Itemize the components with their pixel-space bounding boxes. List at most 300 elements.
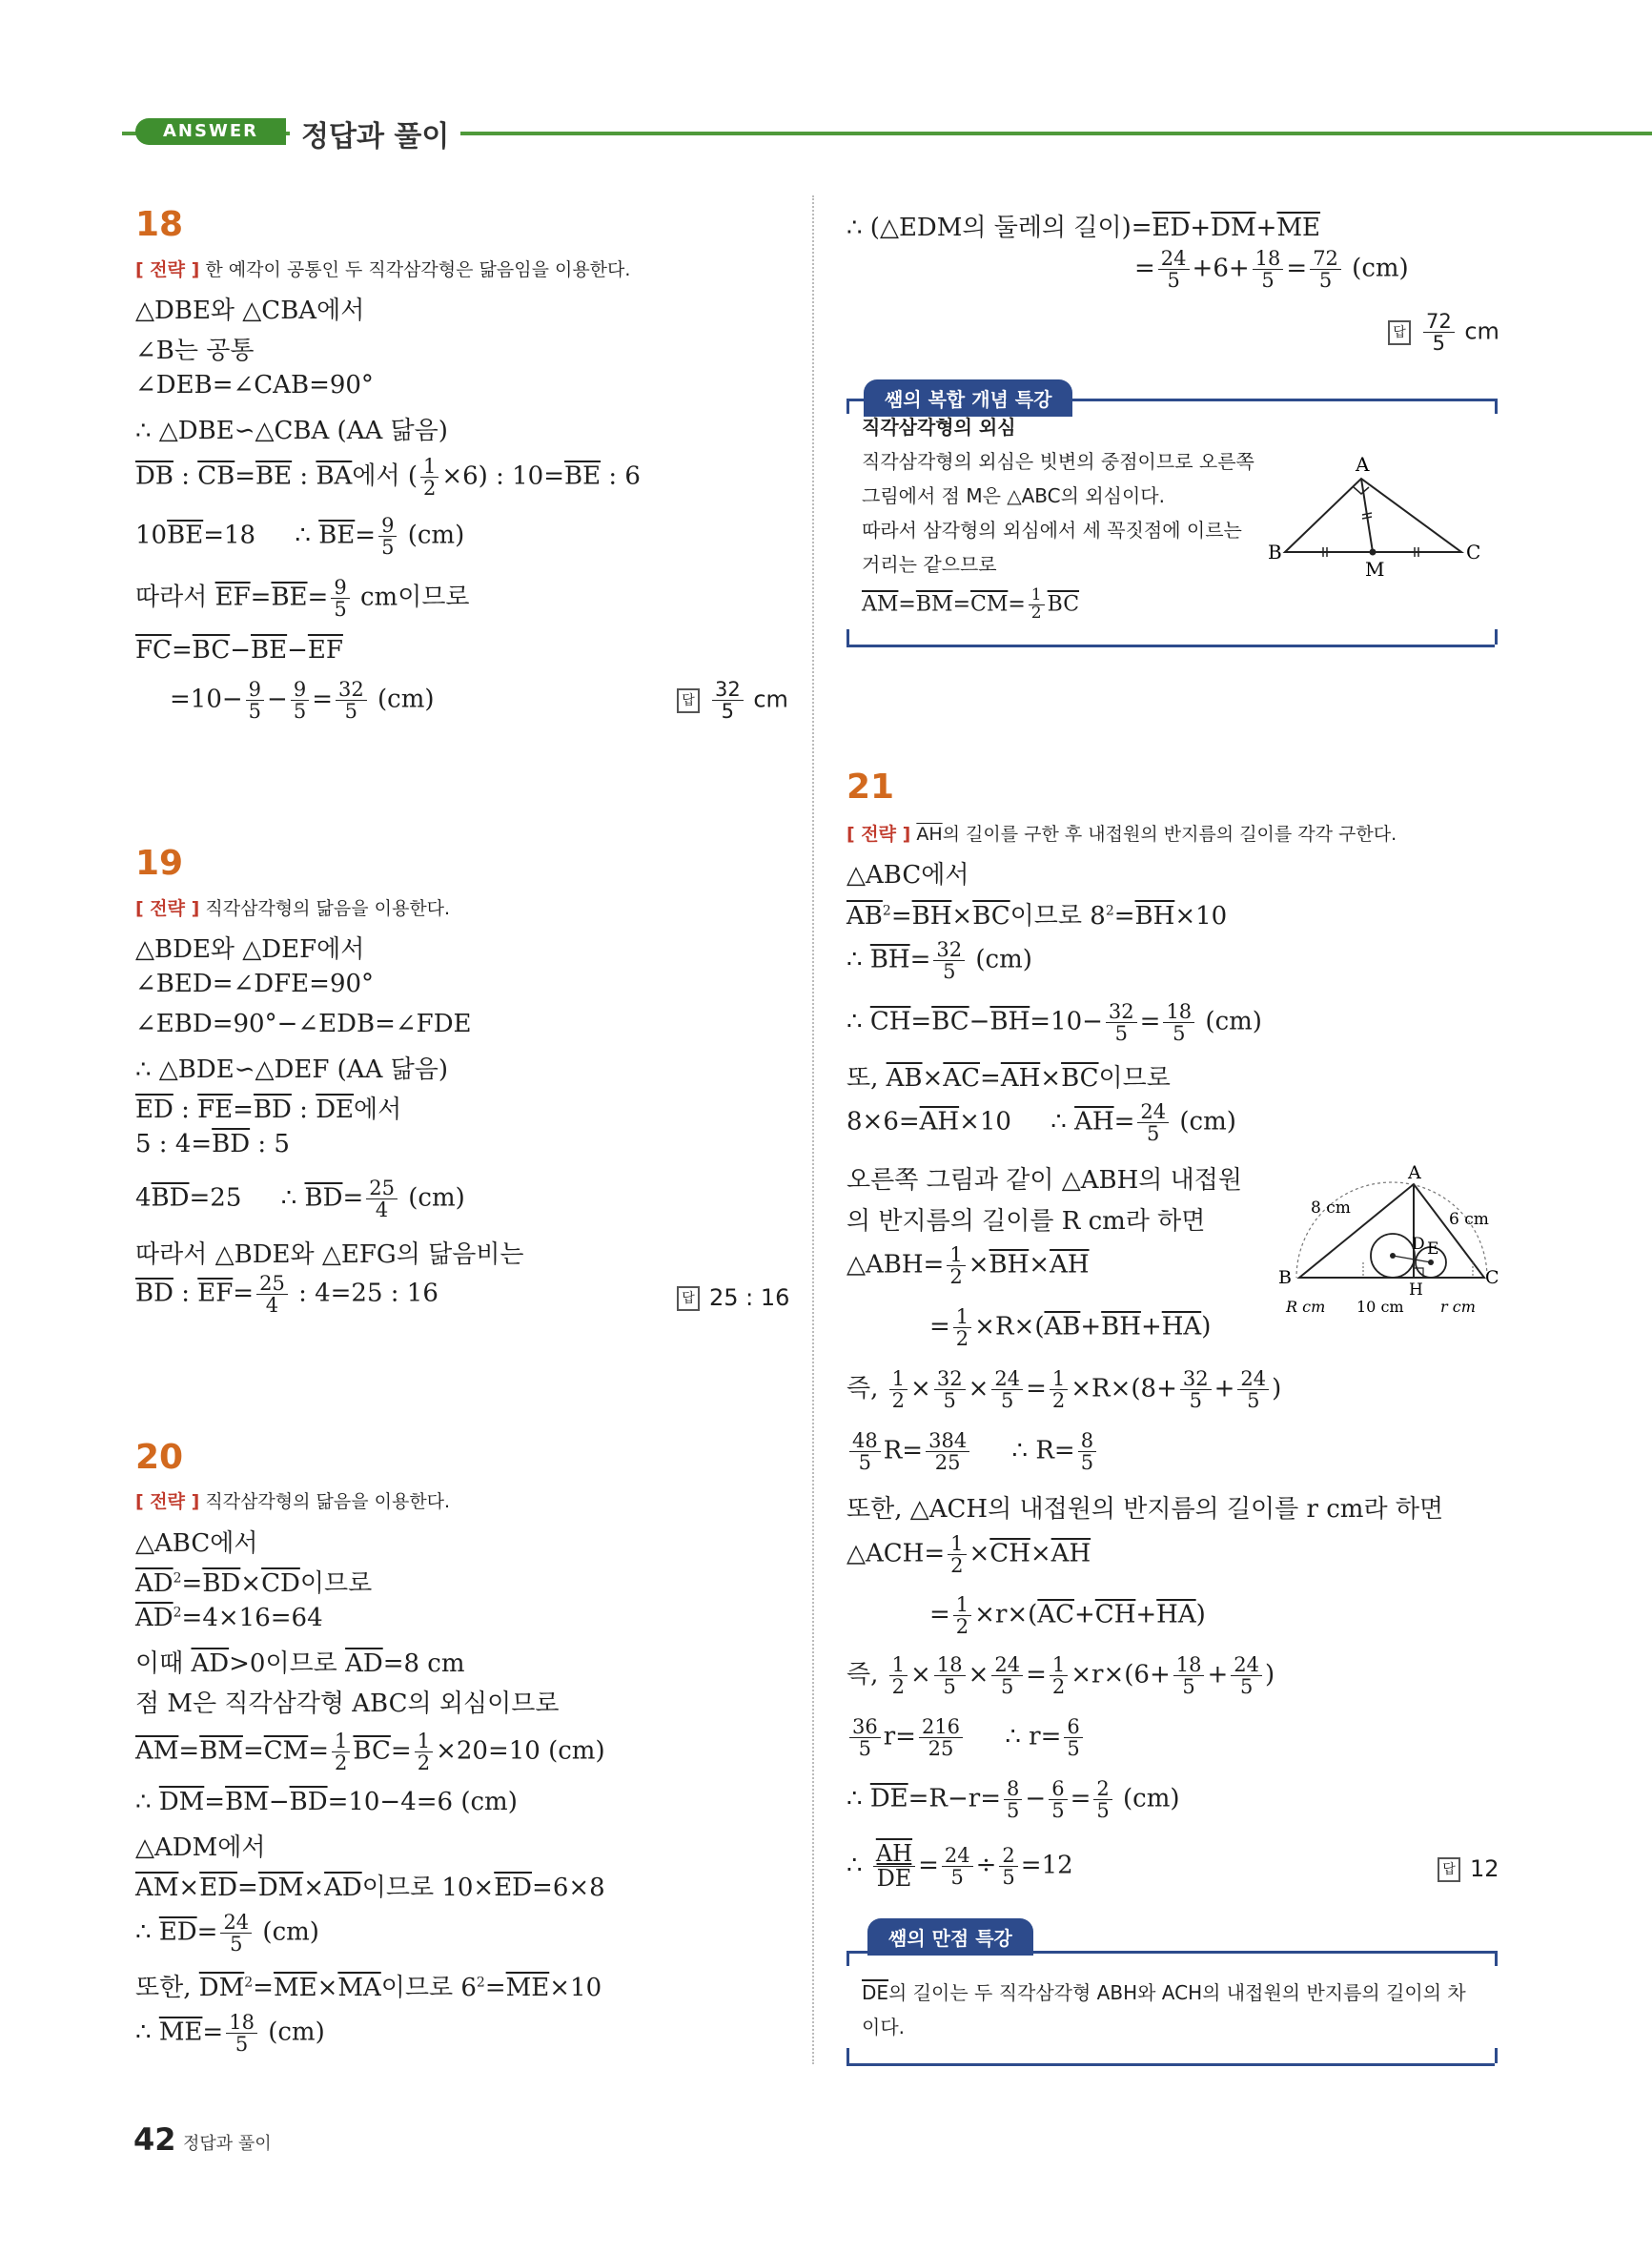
label-r-small: r cm: [1440, 1298, 1476, 1316]
text: =: [1026, 1660, 1047, 1690]
text: =: [980, 1064, 1001, 1093]
text: ×: [240, 1569, 262, 1598]
solution-line: [846, 1430, 1099, 1473]
fraction: $\frac{25}{4}$: [256, 1273, 288, 1316]
text: ∴: [846, 1007, 870, 1036]
solution-line: ∠DEB=∠CAB=90°: [135, 371, 374, 399]
triangle-abc: [1285, 479, 1461, 552]
segment: $\overline{BC}$: [1061, 1064, 1099, 1093]
label-c: C: [1485, 1267, 1499, 1288]
text: 10: [135, 521, 168, 550]
answer-badge: ANSWER: [135, 118, 286, 145]
label-10cm: 10 cm: [1356, 1298, 1404, 1316]
text: =: [910, 1007, 932, 1036]
solution-line: [135, 1644, 465, 1679]
exponent: 2: [1105, 903, 1114, 919]
segment: $\overline{BH}$: [1101, 1312, 1141, 1342]
text: △ACH=: [846, 1539, 946, 1568]
text: =: [929, 1600, 950, 1629]
segment: $\overline{DE}$: [869, 1784, 908, 1813]
solution-line: [1134, 248, 1409, 291]
text: R=: [883, 1436, 924, 1465]
segment: $\overline{AM}$: [862, 592, 899, 617]
segment: $\overline{BH}$: [989, 1250, 1030, 1280]
label-6cm: 6 cm: [1449, 1210, 1489, 1229]
answer-mark-icon: 답: [1388, 320, 1411, 345]
point-m: [1370, 549, 1377, 556]
label-d: D: [1412, 1235, 1425, 1254]
text: −: [230, 636, 252, 665]
text: −: [268, 1788, 290, 1816]
text: =: [178, 1736, 200, 1766]
solution-line: [135, 1273, 438, 1316]
label-b: B: [1268, 541, 1282, 563]
solution-line: [135, 1968, 602, 2003]
fraction: $\frac{24}{5}$: [1237, 1368, 1269, 1411]
answer: [1388, 311, 1499, 354]
box-text: 이다.: [862, 2016, 905, 2038]
text: 에서 (: [352, 461, 418, 491]
strategy-tag: [ 전략 ]: [135, 259, 200, 280]
answer-mark-icon: 답: [677, 1286, 700, 1311]
solution-line: 오른쪽 그림과 같이 △ABH의 내접원: [846, 1166, 1243, 1195]
text: =: [1139, 1007, 1161, 1036]
fraction: $\frac{\overline{AH}}{DE}$: [873, 1842, 915, 1891]
text: =10−: [1030, 1007, 1103, 1036]
segment: $\overline{HA}$: [1156, 1600, 1196, 1629]
text: ×: [968, 1250, 989, 1280]
fraction: $\frac{18}{5}$: [934, 1654, 966, 1697]
label-m: M: [1365, 558, 1385, 581]
solution-line: [846, 1058, 1171, 1094]
segment: $\overline{AB}$: [846, 902, 883, 931]
label-a: A: [1356, 453, 1370, 476]
fraction: $\frac{9}{5}$: [378, 515, 397, 558]
text: 즉,: [846, 1374, 887, 1403]
exponent: 2: [244, 1975, 254, 1991]
solution-line: [846, 1101, 1236, 1144]
text: ×R×(8+: [1071, 1374, 1177, 1403]
solution-line: [846, 1001, 1262, 1044]
text: +: [1140, 1312, 1162, 1342]
text: =4×16=64: [181, 1604, 323, 1632]
solution-line: [135, 456, 641, 499]
text: ∴: [846, 1851, 870, 1880]
text: =: [253, 1974, 274, 2002]
point-e: [1428, 1260, 1434, 1265]
segment: $\overline{BD}$: [135, 1279, 173, 1308]
problem-number: 19: [135, 844, 184, 883]
box-left-bracket: [846, 1951, 849, 1966]
fraction: $\frac{384}{25}$: [926, 1430, 969, 1473]
segment: $\overline{BE}$: [255, 461, 293, 491]
text: ×10: [549, 1974, 602, 2002]
solution-line: [846, 1842, 1073, 1891]
segment: $\overline{BD}$: [253, 1096, 292, 1124]
fraction: $\frac{32}{5}$: [336, 679, 367, 722]
text: =: [307, 583, 329, 612]
segment: $\overline{AD}$: [324, 1874, 362, 1902]
text: −: [267, 685, 288, 714]
fraction: $\frac{18}{5}$: [226, 2012, 257, 2055]
strategy-line: [135, 256, 630, 281]
page-number: 42: [133, 2121, 176, 2158]
segment: $\overline{AM}$: [135, 1736, 179, 1766]
fraction: $\frac{1}{2}$: [948, 1533, 966, 1576]
fraction: $\frac{1}{2}$: [415, 1731, 433, 1773]
incircle-figure: [1273, 1165, 1501, 1322]
text: : 4=25 : 16: [290, 1279, 438, 1308]
fraction: $\frac{25}{4}$: [366, 1178, 398, 1220]
problem-number: 18: [135, 205, 184, 244]
exponent: 2: [173, 1570, 182, 1587]
fraction: $\frac{1}{2}$: [1029, 587, 1045, 623]
segment: $\overline{BA}$: [316, 461, 353, 491]
answer-mark-icon: 답: [1438, 1857, 1460, 1882]
fraction: $\frac{24}{5}$: [991, 1654, 1023, 1697]
fraction: $\frac{24}{5}$: [220, 1912, 252, 1955]
answer-value: 12: [1470, 1855, 1499, 1882]
segment: $\overline{AD}$: [135, 1569, 173, 1598]
text: ×: [968, 1660, 989, 1690]
text: ×: [968, 1374, 989, 1403]
fraction: $\frac{24}{5}$: [1137, 1101, 1169, 1144]
answer: [677, 1284, 789, 1311]
strategy-line: [135, 894, 450, 920]
text: :: [173, 461, 198, 491]
text: 이때: [135, 1649, 192, 1678]
solution-line: [135, 1090, 401, 1125]
exponent: 2: [882, 903, 891, 919]
label-h: H: [1409, 1280, 1423, 1300]
label-r-big: R cm: [1286, 1298, 1326, 1316]
text: =: [171, 636, 193, 665]
solution-line: ∴ △BDE∽△DEF (AA 닮음): [135, 1055, 448, 1084]
header: [122, 114, 1652, 153]
strategy-tag: [ 전략 ]: [135, 1491, 200, 1512]
text: ×r×(: [974, 1600, 1038, 1629]
text: (cm): [399, 521, 465, 550]
segment: $\overline{ED}$: [135, 1096, 173, 1124]
fraction: $\frac{36}{5}$: [849, 1716, 881, 1759]
text: =: [898, 592, 916, 617]
text: ×: [178, 1874, 200, 1902]
fraction: $\frac{32}{5}$: [934, 1368, 966, 1411]
fraction: $\frac{32}{5}$: [1106, 1001, 1137, 1044]
text: =: [250, 583, 272, 612]
segment: $\overline{DE}$: [862, 1981, 889, 2004]
fraction: $\frac{72}{5}$: [1423, 311, 1455, 354]
fraction: $\frac{1}{2}$: [953, 1594, 971, 1637]
box-left-bracket: [846, 629, 849, 645]
segment: $\overline{BM}$: [915, 592, 953, 617]
text: ×: [1030, 1539, 1051, 1568]
text: ×: [1040, 1064, 1062, 1093]
text: +: [1207, 1660, 1229, 1690]
segment: $\overline{BH}$: [911, 902, 952, 931]
segment: $\overline{AH}$: [1050, 1250, 1090, 1280]
fraction: $\frac{9}{5}$: [331, 577, 349, 620]
segment: $\overline{DM}$: [198, 1974, 245, 2002]
solution-line: △DBE와 △CBA에서: [135, 297, 365, 325]
segment: $\overline{AC}$: [1037, 1600, 1074, 1629]
box-text: 그림에서 점 M은 △ABC의 외심이다.: [862, 484, 1165, 507]
solution-line: △ABC에서: [846, 861, 969, 890]
box-bottom-border: [846, 645, 1495, 647]
box-text: [862, 1976, 1466, 2010]
text: =: [1008, 592, 1026, 617]
fraction: $\frac{1}{2}$: [332, 1731, 350, 1773]
segment: $\overline{BC}$: [1047, 592, 1080, 617]
text: =: [308, 1736, 330, 1766]
point-d: [1390, 1253, 1396, 1259]
solution-line: [170, 679, 435, 722]
text: ∴: [135, 2017, 159, 2047]
text: =: [1113, 902, 1135, 931]
text: −: [1025, 1784, 1047, 1813]
fraction: $\frac{1}{2}$: [953, 1306, 971, 1349]
solution-line: [846, 1654, 1275, 1697]
segment: $\overline{FE}$: [197, 1096, 234, 1124]
solution-line: [846, 208, 1320, 243]
label-e: E: [1427, 1239, 1439, 1259]
text: 또한,: [135, 1974, 199, 2002]
text: =10−4=6 (cm): [327, 1788, 518, 1816]
text: =: [1070, 1784, 1091, 1813]
problem-number: 21: [846, 768, 895, 807]
solution-line: [846, 896, 1227, 932]
text: : 5: [250, 1130, 290, 1158]
text: :: [292, 461, 316, 491]
answer-mark-icon: 답: [677, 688, 700, 713]
solution-line: [929, 1306, 1211, 1349]
text: =8 cm: [382, 1649, 465, 1678]
label-8cm: 8 cm: [1311, 1198, 1351, 1218]
fraction: $\frac{18}{5}$: [1163, 1001, 1194, 1044]
box-left-bracket: [846, 2048, 849, 2063]
text: =: [890, 902, 912, 931]
segment: $\overline{BC}$: [931, 1007, 969, 1036]
text: 8×6=: [846, 1107, 920, 1137]
segment: $\overline{AH}$: [1074, 1107, 1114, 1137]
box-formula: [862, 587, 1079, 623]
solution-line: [846, 1244, 1090, 1287]
fraction: $\frac{24}{5}$: [1158, 248, 1190, 291]
fraction: $\frac{8}{5}$: [1004, 1778, 1022, 1821]
text: ×20=10 (cm): [436, 1736, 605, 1766]
text: ): [1195, 1600, 1206, 1629]
text: 에서: [354, 1096, 402, 1124]
segment: $\overline{BH}$: [1134, 902, 1175, 931]
text: =6×8: [532, 1874, 605, 1902]
segment: $\overline{EF}$: [214, 583, 251, 612]
text: :: [173, 1279, 198, 1308]
text: cm이므로: [352, 583, 470, 612]
segment: $\overline{BM}$: [199, 1736, 243, 1766]
text: =10−: [170, 685, 243, 714]
segment: $\overline{DE}$: [316, 1096, 355, 1124]
segment: $\overline{BE}$: [318, 521, 356, 550]
solution-line: [846, 1368, 1281, 1411]
text: =: [1286, 254, 1308, 283]
segment: $\overline{CH}$: [869, 1007, 911, 1036]
fraction: $\frac{24}{5}$: [1231, 1654, 1262, 1697]
text: 의 길이는 두 직각삼각형 ABH와 ACH의 내접원의 반지름의 길이의 차: [888, 1981, 1466, 2004]
segment: $\overline{ME}$: [1276, 214, 1321, 242]
text: =: [390, 1736, 412, 1766]
strategy-line: [846, 820, 1397, 846]
segment: $\overline{BC}$: [353, 1736, 391, 1766]
text: :: [291, 1096, 316, 1124]
segment: $\overline{CM}$: [970, 592, 1009, 617]
tick-mark: [1362, 517, 1372, 519]
strategy-tag: [ 전략 ]: [135, 898, 200, 919]
fraction: $\frac{1}{2}$: [889, 1368, 908, 1411]
text: =12: [1020, 1851, 1073, 1880]
text: ∴: [135, 1788, 159, 1816]
segment: $\overline{BC}$: [192, 636, 231, 665]
solution-line: ∠BED=∠DFE=90°: [135, 970, 375, 998]
segment: $\overline{BC}$: [972, 902, 1010, 931]
solution-line: [846, 1716, 1086, 1759]
strategy-text: 직각삼각형의 닮음을 이용한다.: [205, 1491, 451, 1512]
fraction: $\frac{32}{5}$: [1180, 1368, 1212, 1411]
text: =: [237, 1874, 258, 1902]
circumcenter-figure: [1266, 452, 1495, 585]
text: 이므로 6: [380, 1974, 477, 2002]
text: =: [909, 945, 931, 974]
text: =R−r=: [908, 1784, 1002, 1813]
solution-line: 따라서 △BDE와 △EFG의 닮음비는: [135, 1240, 524, 1269]
exponent: 2: [173, 1605, 182, 1621]
segment: $\overline{HA}$: [1161, 1312, 1202, 1342]
tip-box: [846, 1916, 1499, 2067]
segment: $\overline{DM}$: [158, 1788, 205, 1816]
solution-line: [135, 1604, 323, 1632]
solution-line: [135, 1130, 290, 1158]
box-right-bracket: [1495, 399, 1498, 414]
solution-line: [135, 1731, 605, 1773]
right-angle-mark: [1354, 487, 1369, 494]
text: (cm): [1114, 1784, 1180, 1813]
solution-line: [929, 1594, 1206, 1637]
header-title: 정답과 풀이: [290, 113, 460, 154]
segment: $\overline{BD}$: [212, 1130, 251, 1158]
text: =: [242, 1736, 264, 1766]
text: ×: [969, 1539, 990, 1568]
text: (cm): [255, 1917, 319, 1947]
solution-line: [135, 2012, 325, 2055]
solution-line: [135, 577, 470, 620]
footer-label: 정답과 풀이: [183, 2134, 272, 2154]
text: (cm): [259, 2017, 325, 2047]
fraction: $\frac{18}{5}$: [1173, 1654, 1205, 1697]
text: +6+: [1192, 254, 1250, 283]
solution-line: [135, 515, 464, 558]
box-right-bracket: [1495, 629, 1498, 645]
fraction: $\frac{1}{2}$: [889, 1654, 908, 1697]
answer-value: 25 : 16: [709, 1284, 790, 1311]
fraction: $\frac{2}{5}$: [999, 1845, 1017, 1888]
text: 즉,: [846, 1660, 887, 1690]
text: +: [1080, 1312, 1102, 1342]
segment: $\overline{AC}$: [943, 1064, 981, 1093]
text: ÷: [975, 1851, 997, 1880]
answer: [1438, 1855, 1499, 1882]
solution-line: [135, 1788, 518, 1816]
fraction: $\frac{9}{5}$: [246, 679, 264, 722]
text: 따라서: [135, 583, 215, 612]
text: >0이므로: [229, 1649, 346, 1678]
text: +: [1255, 214, 1277, 242]
text: : 6: [601, 461, 641, 491]
segment: $\overline{AD}$: [345, 1649, 383, 1678]
text: =: [233, 1096, 254, 1124]
text: ): [1265, 1660, 1275, 1690]
text: ∴ r=: [966, 1722, 1062, 1751]
segment: $\overline{ME}$: [158, 2017, 203, 2047]
fraction: $\frac{8}{5}$: [1078, 1430, 1096, 1473]
text: (cm): [968, 945, 1032, 974]
text: =18 ∴: [203, 521, 319, 550]
text: ×R×(: [974, 1312, 1045, 1342]
text: 이므로: [1098, 1064, 1171, 1093]
text: ∴ R=: [972, 1436, 1075, 1465]
text: +: [1135, 1600, 1157, 1629]
text: =: [196, 1917, 218, 1947]
solution-line: △ADM에서: [135, 1833, 266, 1862]
box-right-bracket: [1495, 2048, 1498, 2063]
text: =: [929, 1312, 950, 1342]
tick-mark: [1362, 513, 1372, 515]
text: ×10: [1174, 902, 1228, 931]
fraction: $\frac{24}{5}$: [991, 1368, 1023, 1411]
fraction: $\frac{32}{5}$: [933, 939, 965, 982]
text: ×: [1029, 1250, 1050, 1280]
fraction: $\frac{24}{5}$: [942, 1845, 973, 1888]
text: 4: [135, 1183, 152, 1213]
solution-line: 또한, △ACH의 내접원의 반지름의 길이를 r cm라 하면: [846, 1495, 1444, 1524]
text: =: [484, 1974, 506, 2002]
fraction: $\frac{32}{5}$: [712, 679, 744, 722]
segment: $\overline{DB}$: [135, 461, 173, 491]
segment: $\overline{AD}$: [135, 1604, 173, 1632]
segment: $\overline{CD}$: [261, 1569, 300, 1598]
segment: $\overline{CH}$: [989, 1539, 1030, 1568]
segment: $\overline{AB}$: [1044, 1312, 1081, 1342]
segment: $\overline{CH}$: [1094, 1600, 1136, 1629]
solution-line: 의 반지름의 길이를 R cm라 하면: [846, 1207, 1206, 1236]
text: −: [287, 636, 308, 665]
segment: $\overline{CB}$: [197, 461, 235, 491]
fraction: $\frac{1}{2}$: [947, 1244, 965, 1287]
text: =: [202, 2017, 224, 2047]
segment: $\overline{BD}$: [202, 1569, 241, 1598]
segment: $\overline{AH}$: [1050, 1539, 1091, 1568]
text: ×10 ∴: [959, 1107, 1075, 1137]
text: ×: [316, 1974, 338, 2002]
text: ×: [922, 1064, 944, 1093]
text: ×: [303, 1874, 325, 1902]
segment: $\overline{BH}$: [989, 1007, 1030, 1036]
fraction: $\frac{18}{5}$: [1253, 248, 1284, 291]
text: +: [1214, 1374, 1235, 1403]
text: =25 ∴: [189, 1183, 305, 1213]
box-title: 쌤의 복합 개념 특강: [864, 379, 1072, 417]
text: (cm): [399, 1183, 465, 1213]
strategy-text: 직각삼각형의 닮음을 이용한다.: [205, 898, 451, 919]
segment: $\overline{ED}$: [1152, 214, 1191, 242]
